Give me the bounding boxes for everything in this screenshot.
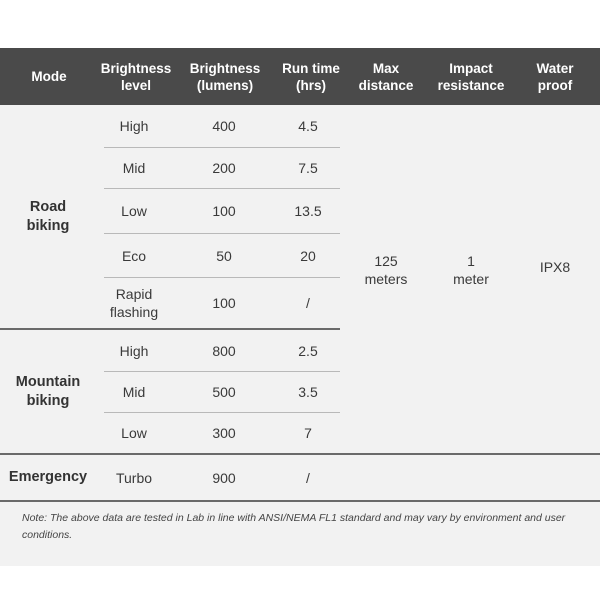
brightness-level-cell: Low xyxy=(121,425,147,441)
header-max-distance: Max distance xyxy=(358,60,414,93)
header-waterproof: Water proof xyxy=(536,60,574,93)
footnote: Note: The above data are tested in Lab in line with ANSI/NEMA FL1 standard and may vary by environment and user conditions. xyxy=(22,512,566,541)
brightness-level-cell: High xyxy=(119,342,149,359)
lumens-cell: 50 xyxy=(216,247,232,264)
group-divider xyxy=(0,328,340,330)
waterproof-value: IPX8 xyxy=(539,258,571,275)
lumens-cell: 200 xyxy=(212,160,236,176)
mode-emergency: Emergency xyxy=(8,469,88,485)
runtime-cell: / xyxy=(306,469,310,486)
header-run-time: Run time (hrs) xyxy=(282,60,340,93)
lumens-cell: 100 xyxy=(212,295,236,311)
table-bottom-rule xyxy=(0,500,600,502)
runtime-cell: 20 xyxy=(300,247,316,264)
row-divider xyxy=(104,371,340,372)
group-divider xyxy=(0,453,600,455)
brightness-level-cell: Mid xyxy=(122,160,146,176)
brightness-level-cell: Rapid flashing xyxy=(109,286,159,320)
lumens-cell: 800 xyxy=(212,342,236,359)
lumens-cell: 300 xyxy=(212,425,236,441)
header-mode: Mode xyxy=(31,69,67,84)
brightness-level-cell: Turbo xyxy=(115,469,153,486)
row-divider xyxy=(104,188,340,189)
runtime-cell: / xyxy=(306,295,310,311)
mode-road-biking: Road biking xyxy=(26,198,70,234)
runtime-cell: 7.5 xyxy=(298,160,318,176)
row-divider xyxy=(104,277,340,278)
brightness-level-cell: Mid xyxy=(122,384,146,400)
row-divider xyxy=(104,233,340,234)
header-brightness-lumens: Brightness (lumens) xyxy=(189,60,261,93)
brightness-level-cell: Low xyxy=(121,203,147,219)
lumens-cell: 900 xyxy=(212,469,236,486)
header-brightness-level: Brightness level xyxy=(100,60,172,93)
lumens-cell: 100 xyxy=(212,203,236,219)
header-impact-resistance: Impact resistance xyxy=(437,60,505,93)
lumens-cell: 400 xyxy=(212,118,236,134)
runtime-cell: 7 xyxy=(304,425,312,441)
impact-resistance-value: 1 meter xyxy=(453,253,489,287)
lumens-cell: 500 xyxy=(212,384,236,400)
max-distance-value: 125 meters xyxy=(364,253,408,287)
row-divider xyxy=(104,412,340,413)
mode-mountain-biking: Mountain biking xyxy=(15,373,81,409)
runtime-cell: 13.5 xyxy=(294,203,322,219)
row-divider xyxy=(104,147,340,148)
brightness-level-cell: High xyxy=(119,118,149,134)
brightness-level-cell: Eco xyxy=(121,247,147,264)
runtime-cell: 2.5 xyxy=(298,342,318,359)
runtime-cell: 4.5 xyxy=(298,118,318,134)
runtime-cell: 3.5 xyxy=(298,384,318,400)
